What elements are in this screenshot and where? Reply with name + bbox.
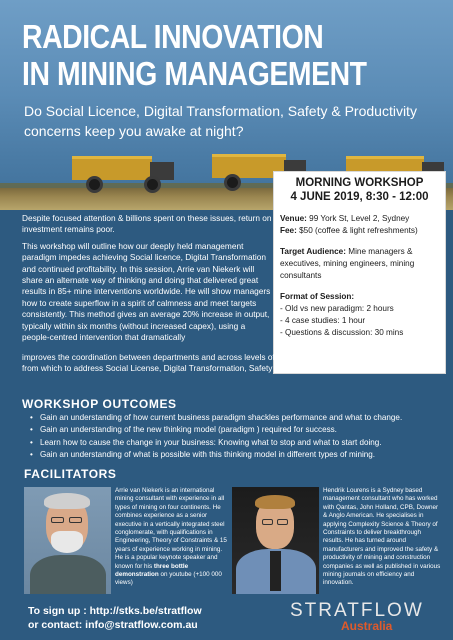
stratflow-logo-subtitle: Australia xyxy=(341,619,393,633)
contact-email[interactable]: or contact: info@stratflow.com.au xyxy=(28,619,198,631)
workshop-heading: MORNING WORKSHOP xyxy=(295,177,424,189)
stratflow-logo: STRATFLOW xyxy=(290,600,424,621)
outcomes-heading: WORKSHOP OUTCOMES xyxy=(22,397,177,411)
outcome-item: • Gain an understanding of the new thinking model (paradigm ) required for success. xyxy=(30,424,440,436)
audience-value: Mine managers & executives, mining engineers, mining consultants xyxy=(280,247,415,280)
facilitator-bio-hendrik: Hendrik Lourens is a Sydney based management consultant who has worked with Qantas, John Holland, CPB, Downer & Anglo American. He specialises in applying Complexity Science & Theory of Constraints to deliver breakthrough results. He has turned around manufacturers and improved the safety & productivity of mining and construction companies as well as published in various mining journals on efficiency and innovation. xyxy=(323,487,441,587)
facilitators-heading: FACILITATORS xyxy=(24,467,117,481)
fee-label: Fee: xyxy=(280,226,297,235)
venue-value: 99 York St, Level 2, Sydney xyxy=(309,214,410,223)
title-line-1: RADICAL INNOVATION xyxy=(22,18,324,55)
outcome-item: • Learn how to cause the change in your business: Knowing what to stop and what to start doing. xyxy=(30,437,440,449)
format-item: - Old vs new paradigm: 2 hours xyxy=(280,304,394,313)
facilitator-photo-hendrik xyxy=(232,487,319,594)
fee-value: $50 (coffee & light refreshments) xyxy=(299,226,418,235)
outcome-item: • Gain an understanding of what is possible with this thinking model in different types of mining. xyxy=(30,449,440,461)
mining-truck-image xyxy=(72,152,176,196)
venue-line xyxy=(280,213,439,225)
fee-line xyxy=(280,225,439,237)
format-item: - 4 case studies: 1 hour xyxy=(280,316,366,325)
workshop-details-card xyxy=(273,171,446,374)
workshop-description: This workshop will outline how our deeply held management paradigm impedes achieving Social licence, Digital Transformation and continued profitability. In this session, Arrie van Niekerk will share an alternate way of thinking and doing that delivered great results in 85+ mine interventions worldwide. He will show managers how to create superflow in a spirit of calmness and meet targets consistently. This method gives an average 20% increase in output, typically within six months (without increased capex), using a people-centred intervention that dramatically xyxy=(22,240,271,343)
workshop-description-continued: improves the coordination between departments and across levels of the organisation. This creates the platform from which to address Social License, Digital Transformation, Safety & Profitability. xyxy=(22,352,432,374)
intro-text xyxy=(22,213,274,348)
subtitle: Do Social Licence, Digital Transformation, Safety & Productivity concerns keep you awake at night? xyxy=(24,103,417,139)
workshop-date: 4 JUNE 2019, 8:30 - 12:00 xyxy=(290,191,429,203)
audience-line xyxy=(280,246,439,282)
outcomes-list xyxy=(30,412,440,462)
bio-highlight: three bottle demonstration xyxy=(115,562,189,579)
format-label: Format of Session: xyxy=(280,292,355,301)
format-item: - Questions & discussion: 30 mins xyxy=(280,328,404,337)
audience-label: Target Audience: xyxy=(280,247,346,256)
venue-label: Venue: xyxy=(280,214,307,223)
outcome-item: • Gain an understanding of how current business paradigm shackles performance and what to change. xyxy=(30,412,440,424)
facilitator-photo-arrie xyxy=(24,487,111,594)
title-line-2: IN MINING MANAGEMENT xyxy=(22,55,367,92)
facilitator-bio-arrie: Arrie van Niekerk is an international mining consultant with experience in all types of mining on four continents. He combines experience as a senior executive in a vertically integrated steel conglomerate, with qualifications in Engineering, Theory of Constraints & 15 years of experience working in mining. He is a popular keynote speaker and known for his three bottle demonstration on youtube (+100 000 views) xyxy=(115,487,227,587)
signup-link[interactable]: To sign up : http://stks.be/stratflow xyxy=(28,605,202,617)
signup-block xyxy=(28,604,202,632)
intro-paragraph: Despite focused attention & billions spent on these issues, return on investment remains poor. xyxy=(22,213,272,235)
